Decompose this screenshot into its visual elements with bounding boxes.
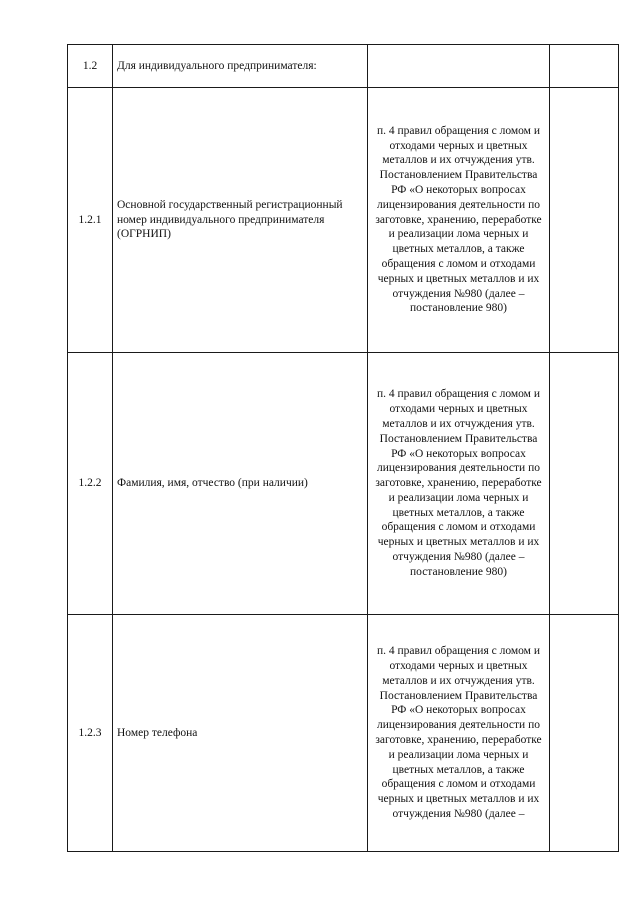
row-title: Номер телефона — [113, 615, 368, 852]
row-empty-cell — [550, 45, 619, 88]
row-basis: п. 4 правил обращения с ломом и отходами черных и цветных металлов и их отчуждения утв. Постановлением Правительства РФ «О некоторых вопросах лицензирования деятельности по заготовке, хранению, переработке и реализации лома черных и цветных металлов, а также обращения с ломом и отходами черных и цветных металлов и их отчуждения №980 (далее – — [375, 645, 542, 820]
table-row — [68, 88, 619, 353]
row-basis-cell — [368, 615, 550, 852]
table-row — [68, 615, 619, 852]
row-empty-cell — [550, 615, 619, 852]
table-row — [68, 353, 619, 615]
row-number: 1.2.1 — [68, 88, 113, 353]
row-empty-cell — [550, 88, 619, 353]
row-basis — [368, 45, 550, 88]
requirements-table — [67, 44, 619, 852]
row-empty-cell — [550, 353, 619, 615]
table-row — [68, 45, 619, 88]
row-number: 1.2.2 — [68, 353, 113, 615]
row-basis-cell — [368, 353, 550, 615]
row-title: Для индивидуального предпринимателя: — [113, 45, 368, 88]
row-title: Основной государственный регистрационный номер индивидуального предпринимателя (ОГРНИП) — [113, 88, 368, 353]
row-title: Фамилия, имя, отчество (при наличии) — [113, 353, 368, 615]
row-number: 1.2.3 — [68, 615, 113, 852]
row-basis: п. 4 правил обращения с ломом и отходами черных и цветных металлов и их отчуждения утв. Постановлением Правительства РФ «О некоторых вопросах лицензирования деятельности по заготовке, хранению, переработке и реализации лома черных и цветных металлов, а также обращения с ломом и отходами черных и цветных металлов и их отчуждения №980 (далее – постановление 980) — [375, 388, 542, 578]
row-basis: п. 4 правил обращения с ломом и отходами черных и цветных металлов и их отчуждения утв. Постановлением Правительства РФ «О некоторых вопросах лицензирования деятельности по заготовке, хранению, переработке и реализации лома черных и цветных металлов, а также обращения с ломом и отходами черных и цветных металлов и их отчуждения №980 (далее – постановление 980) — [375, 124, 542, 315]
row-basis-cell — [368, 88, 550, 353]
row-number: 1.2 — [68, 45, 113, 88]
